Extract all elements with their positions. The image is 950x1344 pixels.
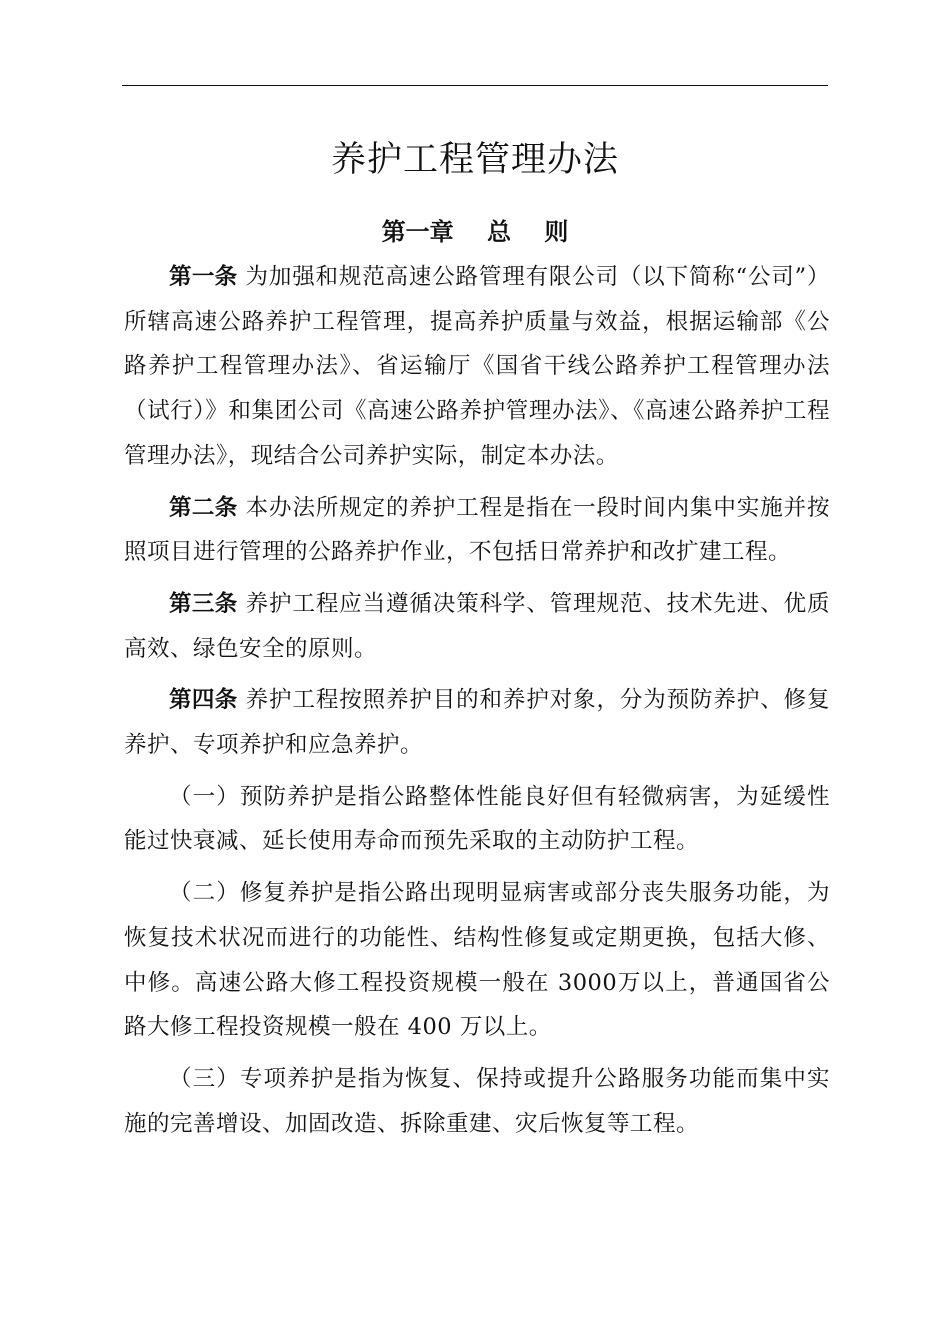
article-text: 养护工程按照养护目的和养护对象，分为预防养护、修复养护、专项养护和应急养护。 [124,687,830,759]
document-body [124,255,830,1153]
article-1 [124,255,830,479]
article-text: 为加强和规范高速公路管理有限公司（以下简称“公司”）所辖高速公路养护工程管理，提高养护质量与效益，根据运输部《公路养护工程管理办法》、省运输厅《国省干线公路养护工程管理办法（试行）》和集团公司《高速公路养护管理办法》、《高速公路养护工程管理办法》，现结合公司养护实际，制定本办法。 [124,264,830,469]
header-rule [122,85,828,86]
article-3 [124,582,830,671]
list-item: （三）专项养护是指为恢复、保持或提升公路服务功能而集中实施的完善增设、加固改造、拆除重建、灾后恢复等工程。 [124,1065,830,1137]
chapter-heading: 第一章 总 则 [381,218,569,246]
article-label: 第二条 [169,494,238,521]
article-text: 本办法所规定的养护工程是指在一段时间内集中实施并按照项目进行管理的公路养护作业，不包括日常养护和改扩建工程。 [124,494,830,566]
article-2 [124,486,830,575]
article-4 [124,678,830,767]
article-label: 第三条 [169,590,238,617]
article-label: 第一条 [169,264,238,290]
article-text: 养护工程应当遵循决策科学、管理规范、技术先进、优质高效、绿色安全的原则。 [124,590,830,662]
list-item: （二）修复养护是指公路出现明显病害或部分丧失服务功能，为恢复技术状况而进行的功能性、结构性修复或定期更换，包括大修、中修。高速公路大修工程投资规模一般在 3000万以上，普通国省公路大修工程投资规模一般在 400 万以上。 [124,880,830,1041]
article-label: 第四条 [169,687,238,714]
list-item: （一）预防养护是指公路整体性能良好但有轻微病害，为延缓性能过快衰减、延长使用寿命而预先采取的主动防护工程。 [124,783,830,855]
document-title: 养护工程管理办法 [330,140,619,180]
